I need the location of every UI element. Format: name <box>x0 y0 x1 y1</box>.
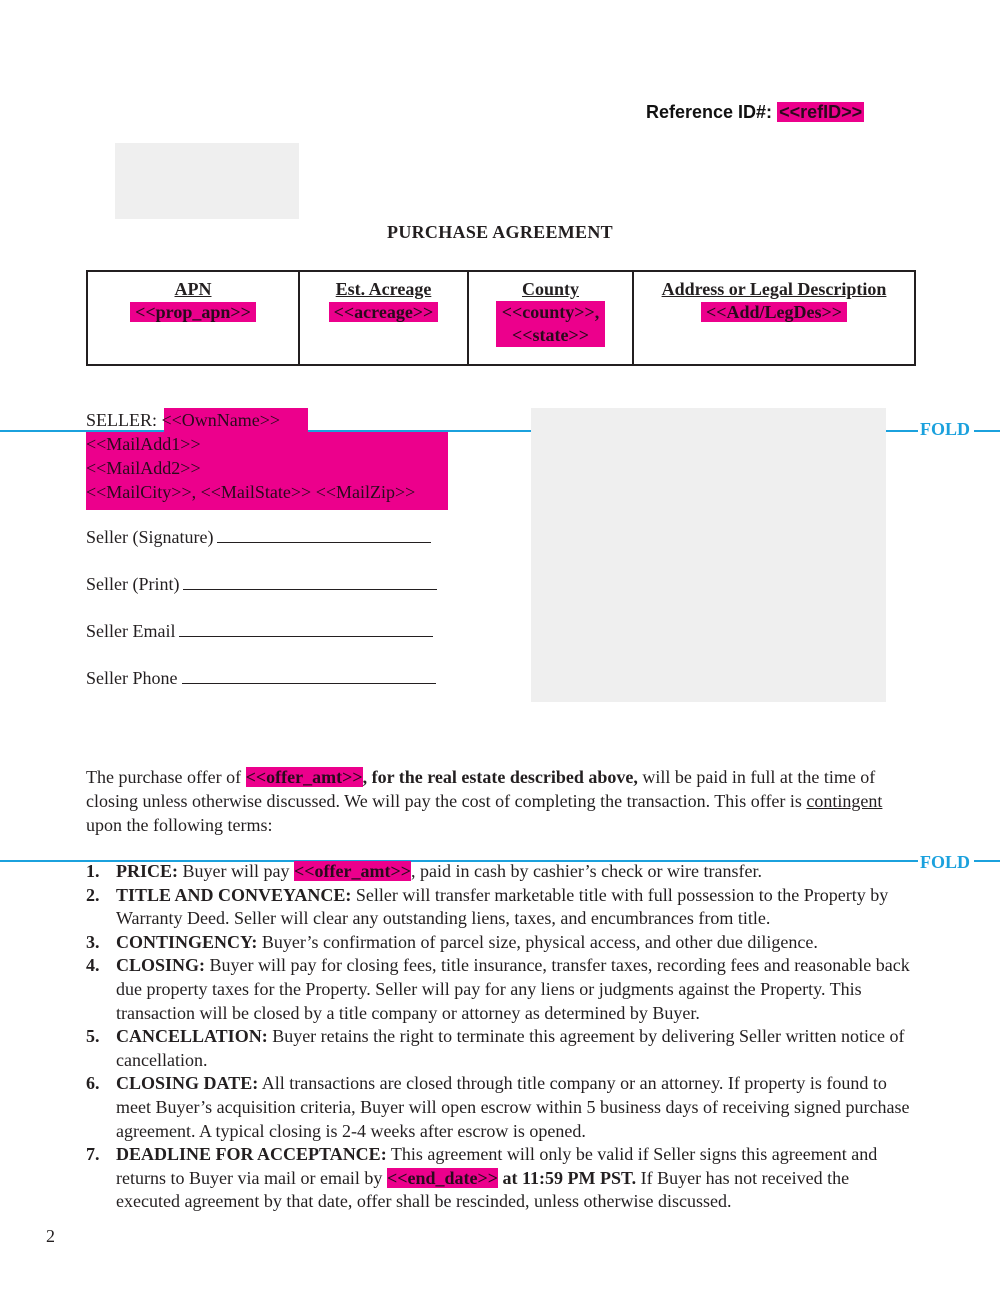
seller-print-row <box>86 574 437 595</box>
seller-email-label: Seller Email <box>86 621 176 641</box>
term-item-title <box>86 884 916 931</box>
reference-id <box>646 102 864 123</box>
term-text: All transactions are closed through title company or an attorney. If property is found to meet Buyer’s acquisition criteria, Buyer will open escrow within 5 business days of receiving signed purchase agreement. A typical closing is 2-4 weeks after escrow is opened. <box>116 1073 910 1141</box>
term-item-cancellation <box>86 1025 916 1072</box>
term-label: CLOSING DATE: <box>116 1073 259 1094</box>
mail-address1-field[interactable]: <<MailAdd1>> <box>86 434 201 454</box>
term-item-deadline <box>86 1143 916 1214</box>
county-column <box>469 272 634 364</box>
seller-phone-line[interactable] <box>182 669 436 684</box>
seller-label: SELLER: <box>86 410 157 430</box>
term-text: Seller will transfer marketable title with full possession to the Property by Warranty Deed. Seller will clear any outstanding liens, taxes, and encumbrances from title. <box>116 884 889 929</box>
term-number: 5. <box>86 1026 100 1047</box>
seller-signature-line[interactable] <box>217 528 431 543</box>
acreage-header: Est. Acreage <box>335 279 432 299</box>
mail-city-state-zip-field[interactable]: <<MailCity>>, <<MailState>> <<MailZip>> <box>86 482 416 502</box>
county-field[interactable]: <<county>>, <box>501 302 600 322</box>
term-number: 1. <box>86 861 100 881</box>
offer-paragraph <box>86 765 916 837</box>
term-text: Buyer will pay <box>178 861 294 881</box>
term-text: Buyer retains the right to terminate this agreement by delivering Seller written notice of cancellation. <box>116 1026 905 1070</box>
term-number: 2. <box>86 884 100 905</box>
contingent-text: contingent <box>806 791 883 811</box>
term-label: DEADLINE FOR ACCEPTANCE: <box>116 1144 387 1165</box>
term-item-price <box>86 860 916 884</box>
terms-list <box>86 860 916 1214</box>
seller-phone-row <box>86 668 436 689</box>
fold-label-2: FOLD <box>920 852 971 872</box>
seller-name-field[interactable]: <<OwnName>> <box>161 410 281 430</box>
fold-label: FOLD <box>920 419 971 439</box>
acreage-column <box>300 272 469 364</box>
logo-placeholder <box>115 143 299 219</box>
seller-print-label: Seller (Print) <box>86 574 180 594</box>
term-label: TITLE AND CONVEYANCE: <box>116 884 352 905</box>
reference-id-value[interactable]: <<refID>> <box>779 102 863 122</box>
document-title: PURCHASE AGREEMENT <box>387 222 613 242</box>
term-bold-text: at 11:59 PM PST. <box>497 1167 637 1188</box>
term-label: CONTINGENCY: <box>116 931 258 952</box>
acreage-field[interactable]: <<acreage>> <box>329 302 439 322</box>
term-label: CANCELLATION: <box>116 1026 268 1047</box>
intro-text-2: will be paid in full at the time of closing unless otherwise discussed. We will pay the cost of completing the transaction. This offer is <box>86 767 876 811</box>
address-window-placeholder <box>531 408 886 702</box>
address-column <box>634 272 914 364</box>
term-text: , paid in cash by cashier’s check or wire transfer. <box>410 861 763 881</box>
fold-line-mid <box>886 430 918 432</box>
apn-column <box>88 272 300 364</box>
seller-print-line[interactable] <box>183 575 437 590</box>
term-item-closing <box>86 954 916 1025</box>
term-text: Buyer will pay for closing fees, title insurance, transfer taxes, recording fees and reasonable back due property taxes for the Property. Seller will pay for any liens or judgments against the Property. This transaction will be closed by a title company or attorney as determined by Buyer. <box>116 955 910 1023</box>
term-label: PRICE: <box>116 861 178 881</box>
intro-text-3: upon the following terms: <box>86 815 273 835</box>
term-number: 7. <box>86 1144 100 1165</box>
fold-line-right <box>974 430 1000 432</box>
offer-amount-field[interactable]: <<offer_amt>> <box>245 767 363 787</box>
term-number: 3. <box>86 931 100 952</box>
seller-block <box>86 408 415 504</box>
apn-header: APN <box>174 279 212 299</box>
seller-email-row <box>86 621 433 642</box>
intro-text-1: The purchase offer of <box>86 767 246 787</box>
term-number: 4. <box>86 955 100 976</box>
term-label: CLOSING: <box>116 955 206 976</box>
term-item-closing-date <box>86 1072 916 1143</box>
address-header: Address or Legal Description <box>661 279 887 299</box>
page-number: 2 <box>46 1226 55 1246</box>
term-text: If Buyer has not received the executed agreement by that date, offer shall be rescinded, unless otherwise discussed. <box>116 1167 850 1212</box>
apn-field[interactable]: <<prop_apn>> <box>130 302 256 322</box>
address-field[interactable]: <<Add/LegDes>> <box>701 302 847 322</box>
seller-email-line[interactable] <box>179 622 433 637</box>
term-text: This agreement will only be valid if Seller signs this agreement and returns to Buyer via mail or email by <box>116 1144 878 1188</box>
state-field[interactable]: <<state>> <box>511 325 589 345</box>
offer-amount-field-2[interactable]: <<offer_amt>> <box>293 861 411 881</box>
seller-signature-row <box>86 527 431 548</box>
seller-signature-label: Seller (Signature) <box>86 527 214 547</box>
term-number: 6. <box>86 1073 100 1094</box>
fold-line-2-right <box>974 860 1000 862</box>
term-text: Buyer’s confirmation of parcel size, physical access, and other due diligence. <box>257 931 818 952</box>
mail-address2-field[interactable]: <<MailAdd2>> <box>86 458 201 478</box>
end-date-field[interactable]: <<end_date>> <box>386 1167 498 1188</box>
property-table <box>86 270 916 366</box>
seller-phone-label: Seller Phone <box>86 668 178 688</box>
county-header: County <box>521 279 579 299</box>
term-item-contingency <box>86 931 916 955</box>
intro-bold-text: , for the real estate described above, <box>362 767 638 787</box>
reference-id-label: Reference ID#: <box>646 102 773 122</box>
